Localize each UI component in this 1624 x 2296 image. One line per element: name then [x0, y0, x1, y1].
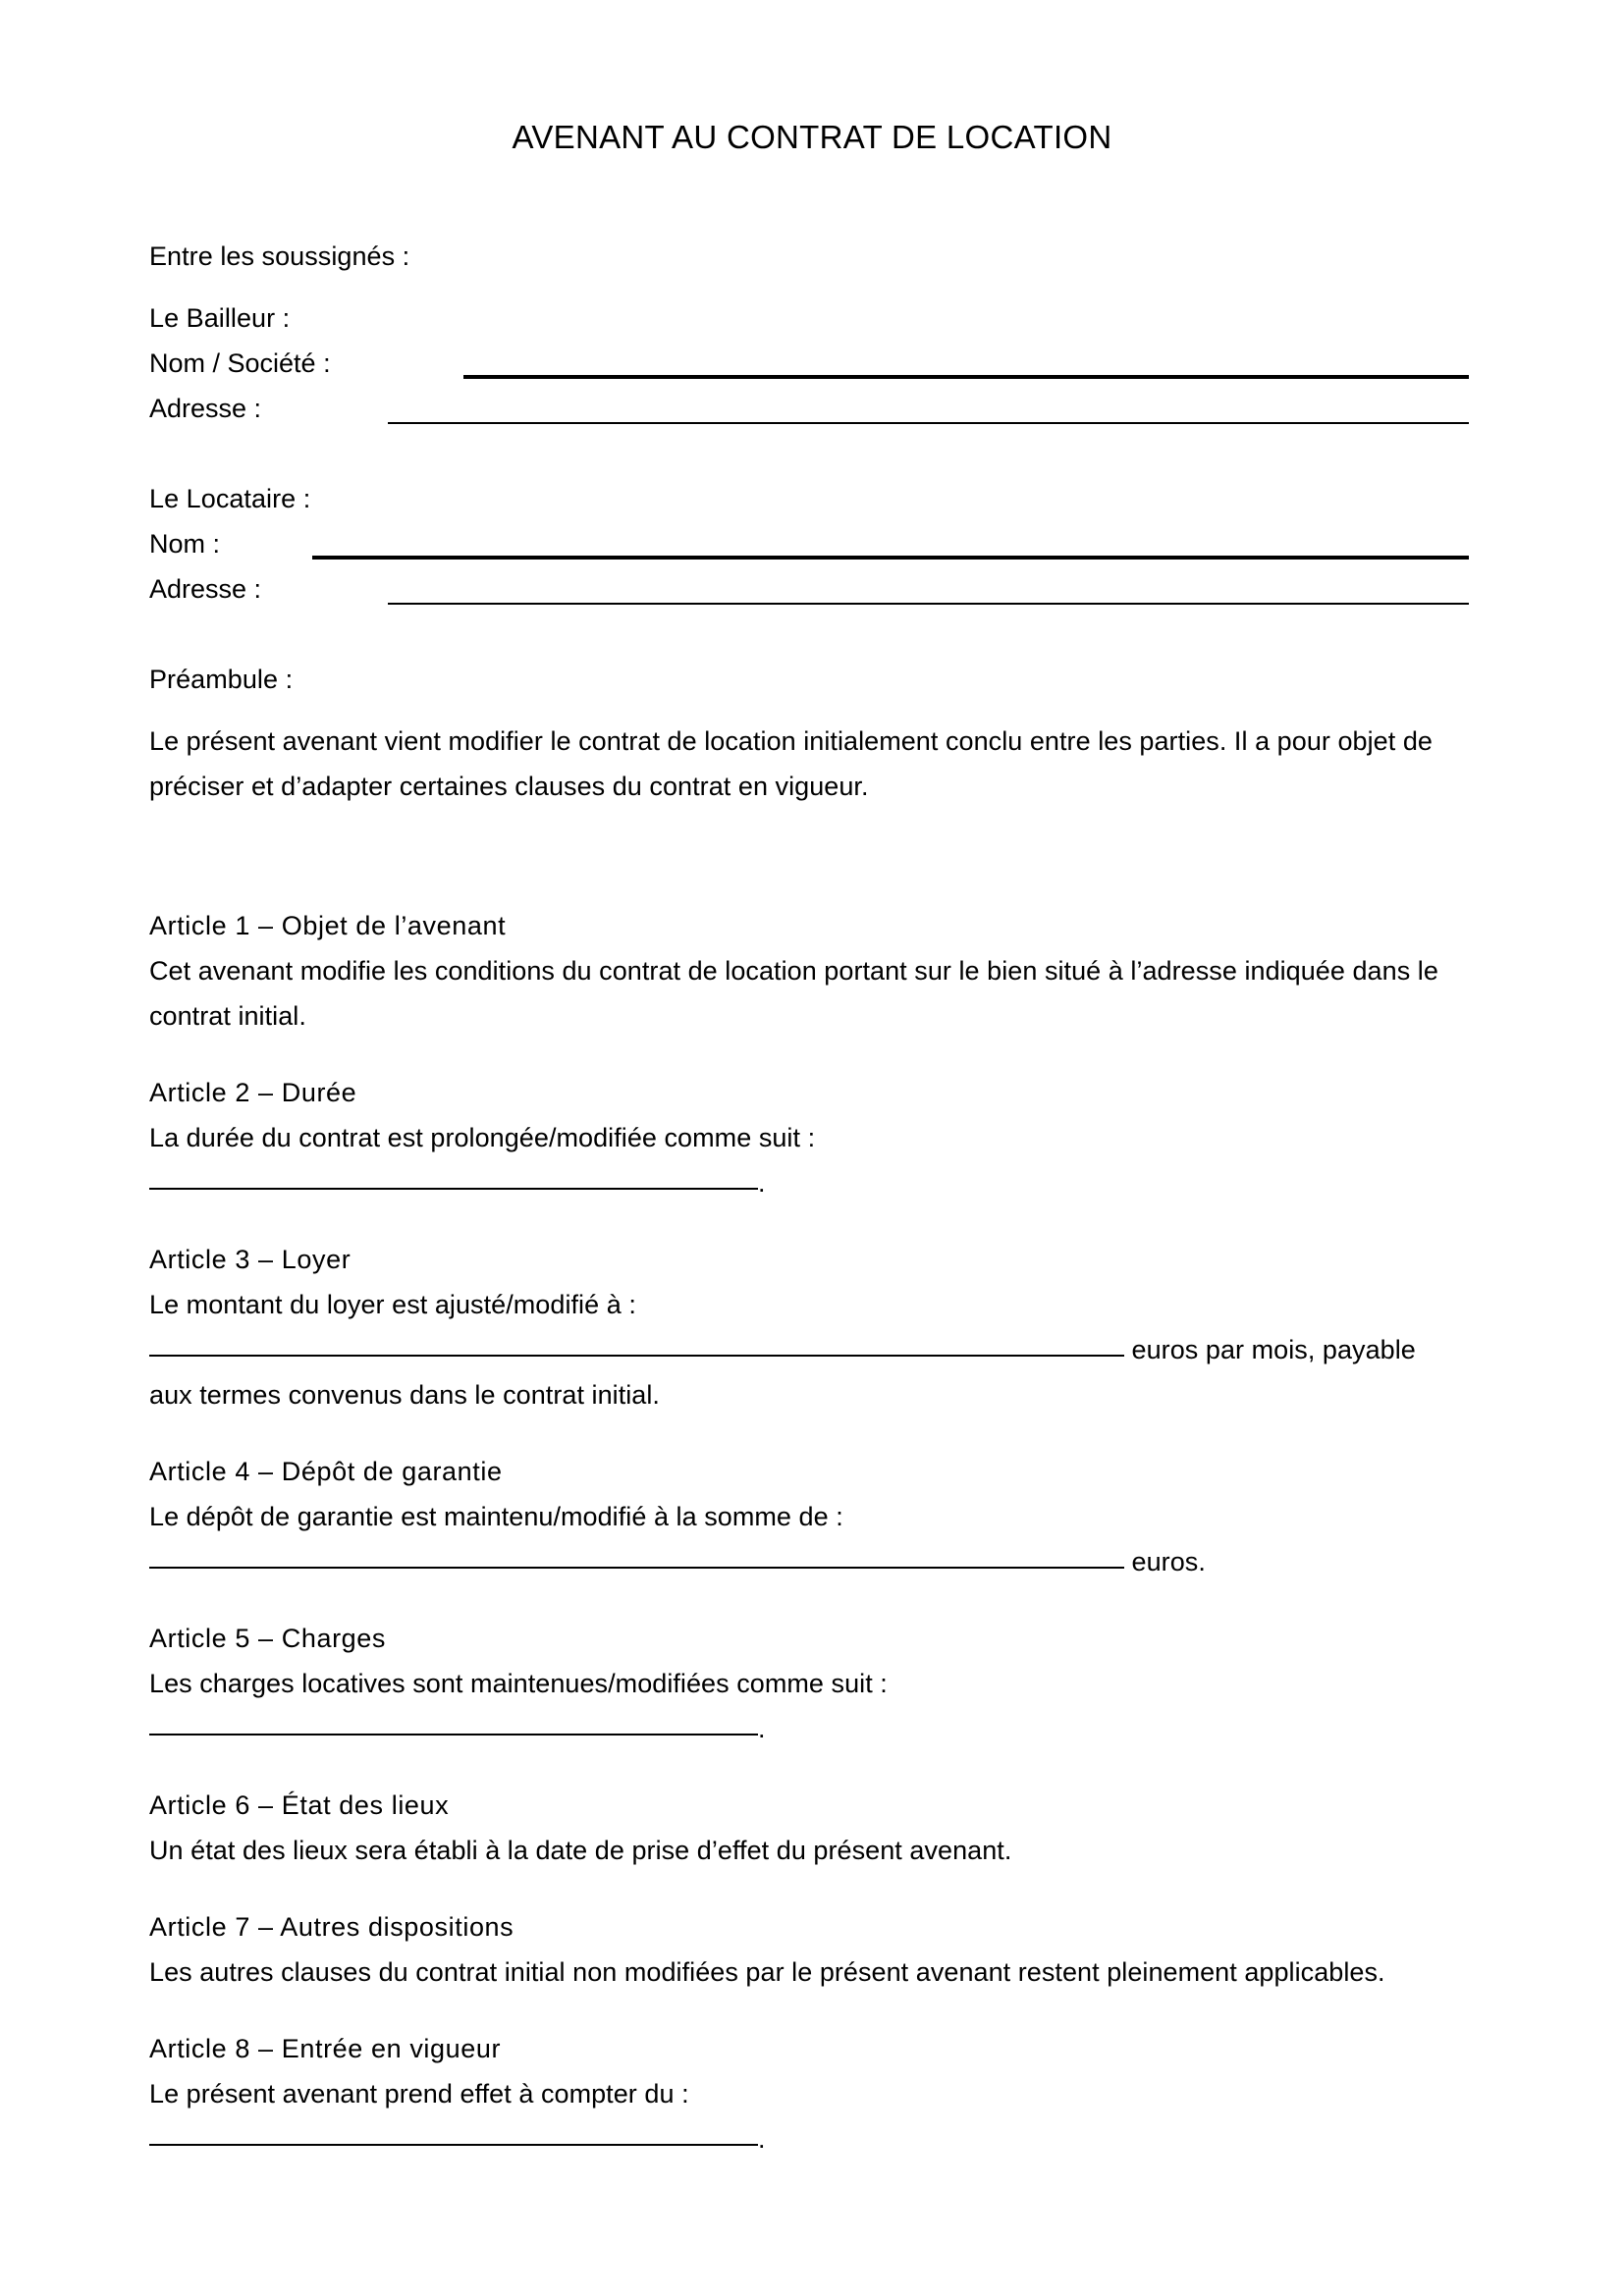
article-5-blank-suffix: .	[758, 1714, 766, 1743]
article-6-body: Un état des lieux sera établi à la date de prise d’effet du présent avenant.	[149, 1836, 1012, 1865]
locataire-block	[149, 476, 1473, 612]
locataire-name-label: Nom :	[149, 529, 221, 559]
spacer	[149, 702, 1473, 719]
spacer	[149, 431, 1473, 476]
page-title: AVENANT AU CONTRAT DE LOCATION	[512, 119, 1112, 155]
preamble-section	[149, 657, 1473, 809]
document-body	[149, 234, 1473, 2162]
article-3-blank-line	[149, 1327, 1473, 1372]
article-3-heading: Article 3 – Loyer	[149, 1245, 352, 1274]
article-4-blank-field[interactable]	[149, 1544, 1124, 1571]
article-3-blank-suffix: euros par mois, payable	[1124, 1335, 1416, 1364]
article-2-blank-suffix: .	[758, 1168, 766, 1198]
article-7-heading: Article 7 – Autres dispositions	[149, 1912, 514, 1942]
article-2	[149, 1070, 1473, 1205]
article-3-body-continued: aux termes convenus dans le contrat initial.	[149, 1380, 660, 1410]
article-5	[149, 1616, 1473, 1751]
article-8-blank-suffix: .	[758, 2124, 766, 2154]
bailleur-name-label: Nom / Société :	[149, 348, 331, 378]
bailleur-address-row[interactable]	[149, 386, 1473, 431]
article-4	[149, 1449, 1473, 1584]
locataire-name-input-rule[interactable]	[312, 556, 1469, 560]
spacer	[149, 1873, 1473, 1904]
article-2-blank-field[interactable]	[149, 1165, 758, 1192]
locataire-address-label: Adresse :	[149, 574, 262, 604]
article-8-heading: Article 8 – Entrée en vigueur	[149, 2034, 502, 2063]
article-8	[149, 2026, 1473, 2162]
article-6-heading: Article 6 – État des lieux	[149, 1790, 450, 1820]
article-4-blank-suffix: euros.	[1124, 1547, 1206, 1576]
article-2-heading: Article 2 – Durée	[149, 1078, 357, 1107]
locataire-address-row[interactable]	[149, 566, 1473, 612]
spacer	[149, 279, 1473, 295]
article-3-blank-field[interactable]	[149, 1332, 1124, 1359]
article-8-body: Le présent avenant prend effet à compter du :	[149, 2079, 689, 2109]
article-5-blank-line	[149, 1706, 1473, 1751]
bailleur-heading: Le Bailleur :	[149, 303, 291, 333]
spacer	[149, 612, 1473, 657]
article-4-blank-line	[149, 1539, 1473, 1584]
article-5-body: Les charges locatives sont maintenues/modifiées comme suit :	[149, 1669, 888, 1698]
article-1-heading: Article 1 – Objet de l’avenant	[149, 911, 507, 940]
spacer	[149, 809, 1473, 903]
article-1	[149, 903, 1473, 1039]
article-3	[149, 1237, 1473, 1417]
locataire-address-input-rule[interactable]	[388, 603, 1469, 605]
spacer	[149, 1751, 1473, 1783]
spacer	[149, 1039, 1473, 1070]
bailleur-name-row[interactable]	[149, 341, 1473, 386]
article-8-blank-field[interactable]	[149, 2121, 758, 2148]
spacer	[149, 1205, 1473, 1237]
article-6	[149, 1783, 1473, 1873]
spacer	[149, 1584, 1473, 1616]
bailleur-name-input-rule[interactable]	[463, 375, 1469, 379]
article-4-heading: Article 4 – Dépôt de garantie	[149, 1457, 503, 1486]
article-1-body: Cet avenant modifie les conditions du contrat de location portant sur le bien situé à l’adresse indiquée dans le contrat initial.	[149, 956, 1438, 1031]
article-4-body: Le dépôt de garantie est maintenu/modifié à la somme de :	[149, 1502, 843, 1531]
article-7	[149, 1904, 1473, 1995]
spacer	[149, 1995, 1473, 2026]
locataire-name-row[interactable]	[149, 521, 1473, 566]
preamble-text: Le présent avenant vient modifier le contrat de location initialement conclu entre les parties. Il a pour objet de préciser et d’adapter certaines clauses du contrat en vigueur.	[149, 726, 1433, 801]
article-5-blank-field[interactable]	[149, 1711, 758, 1737]
spacer	[149, 1417, 1473, 1449]
bailleur-block	[149, 295, 1473, 431]
article-2-body: La durée du contrat est prolongée/modifiée comme suit :	[149, 1123, 816, 1152]
bailleur-address-label: Adresse :	[149, 394, 262, 423]
locataire-heading: Le Locataire :	[149, 484, 311, 513]
bailleur-address-input-rule[interactable]	[388, 422, 1469, 424]
article-5-heading: Article 5 – Charges	[149, 1624, 387, 1653]
article-3-body: Le montant du loyer est ajusté/modifié à :	[149, 1290, 636, 1319]
article-8-blank-line	[149, 2116, 1473, 2162]
intro-line: Entre les soussignés :	[149, 241, 410, 271]
article-2-blank-line	[149, 1160, 1473, 1205]
article-7-body: Les autres clauses du contrat initial non modifiées par le présent avenant restent pleinement applicables.	[149, 1957, 1385, 1987]
preamble-heading: Préambule :	[149, 665, 294, 694]
